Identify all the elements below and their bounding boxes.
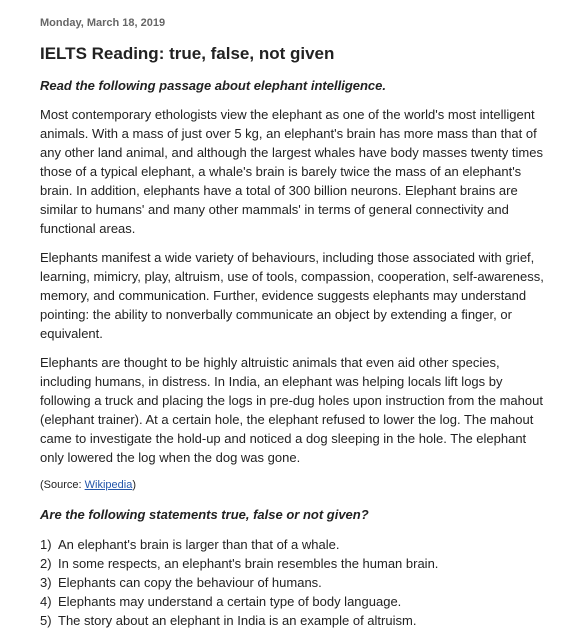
source-citation [40, 477, 545, 493]
passage-paragraph: Elephants are thought to be highly altruistic animals that even aid other species, including humans, in distress. In India, an elephant was helping locals lift logs by following a truck and placing the logs in pre-dug holes upon instruction from the mahout (elephant trainer). At a certain hole, the elephant refused to lower the log. The mahout came to investigate the hold-up and noticed a dog sleeping in the hole. The elephant only lowered the log when the dog was gone. [40, 355, 543, 465]
source-suffix: ) [132, 479, 136, 491]
question-item [40, 611, 545, 630]
question-item [40, 573, 545, 592]
question-text: Elephants may understand a certain type of body language. [58, 594, 402, 609]
question-item [40, 554, 545, 573]
question-heading: Are the following statements true, false or not given? [40, 507, 369, 522]
question-text: The story about an elephant in India is an example of altruism. [58, 613, 417, 628]
question-text: In some respects, an elephant's brain resembles the human brain. [58, 556, 439, 571]
wikipedia-link[interactable]: Wikipedia [84, 479, 133, 491]
question-number: 4) [40, 594, 52, 609]
post-intro: Read the following passage about elephant intelligence. [40, 78, 386, 93]
post-date: Monday, March 18, 2019 [40, 17, 166, 29]
question-text: An elephant's brain is larger than that of a whale. [58, 537, 340, 552]
question-item [40, 535, 545, 554]
question-item [40, 592, 545, 611]
passage-paragraph: Most contemporary ethologists view the elephant as one of the world's most intelligent animals. With a mass of just over 5 kg, an elephant's brain has more mass than that of any other land animal, and although the largest whales have body masses twenty times those of a typical elephant, a whale's brain is barely twice the mass of an elephant's brain. In addition, elephants have a total of 300 billion neurons. Elephant brains are similar to humans' and many other mammals' in terms of general connectivity and functional areas. [40, 107, 543, 236]
question-number: 2) [40, 556, 52, 571]
question-number: 5) [40, 613, 52, 628]
passage-paragraph: Elephants manifest a wide variety of behaviours, including those associated with grief, learning, mimicry, play, altruism, use of tools, compassion, cooperation, self-awareness, memory, and communication. Further, evidence suggests elephants may understand pointing: the ability to nonverbally communicate an object by extending a finger, or equivalent. [40, 250, 544, 341]
question-number: 1) [40, 537, 52, 552]
post-title: IELTS Reading: true, false, not given [40, 44, 335, 63]
question-number: 3) [40, 575, 52, 590]
source-prefix: (Source: [40, 479, 85, 491]
question-list [40, 535, 545, 630]
question-text: Elephants can copy the behaviour of humans. [58, 575, 322, 590]
